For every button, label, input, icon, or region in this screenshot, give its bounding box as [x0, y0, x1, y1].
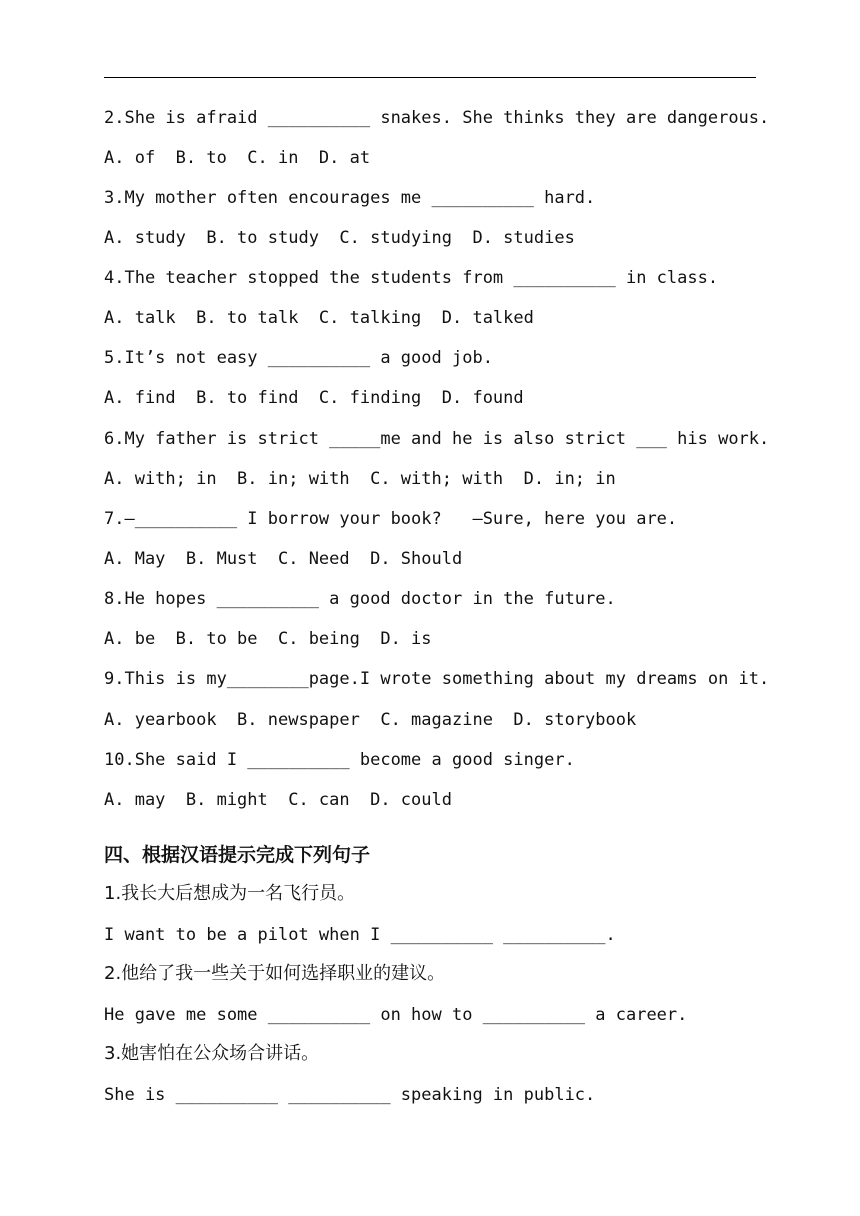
- question-stem: 5.It’s not easy __________ a good job.: [104, 348, 493, 368]
- translation-prompt: 3.她害怕在公众场合讲话。: [104, 1043, 320, 1064]
- question-options: A. May B. Must C. Need D. Should: [104, 549, 463, 569]
- question-stem: 2.She is afraid __________ snakes. She thinks they are dangerous.: [104, 108, 770, 128]
- translation-sentence: He gave me some __________ on how to __________ a career.: [104, 1005, 688, 1025]
- translation-sentence: She is __________ __________ speaking in public.: [104, 1085, 596, 1105]
- question-stem: 8.He hopes __________ a good doctor in the future.: [104, 589, 616, 609]
- question-options: A. find B. to find C. finding D. found: [104, 388, 524, 408]
- translation-sentence: I want to be a pilot when I __________ __________.: [104, 925, 616, 945]
- question-stem: 9.This is my________page.I wrote something about my dreams on it.: [104, 669, 770, 689]
- translation-prompt: 1.我长大后想成为一名飞行员。: [104, 883, 356, 904]
- question-stem: 7.—__________ I borrow your book? —Sure, here you are.: [104, 509, 678, 529]
- question-stem: 4.The teacher stopped the students from __________ in class.: [104, 268, 719, 288]
- question-stem: 3.My mother often encourages me __________ hard.: [104, 188, 596, 208]
- question-options: A. be B. to be C. being D. is: [104, 629, 432, 649]
- question-options: A. with; in B. in; with C. with; with D. in; in: [104, 469, 616, 489]
- question-stem: 6.My father is strict _____me and he is also strict ___ his work.: [104, 429, 770, 449]
- question-options: A. of B. to C. in D. at: [104, 148, 371, 168]
- header-rule: [104, 77, 756, 78]
- section-title: 四、根据汉语提示完成下列句子: [104, 844, 371, 866]
- translation-prompt: 2.他给了我一些关于如何选择职业的建议。: [104, 963, 446, 984]
- question-stem: 10.She said I __________ become a good singer.: [104, 750, 575, 770]
- question-options: A. may B. might C. can D. could: [104, 790, 452, 810]
- question-options: A. yearbook B. newspaper C. magazine D. storybook: [104, 710, 637, 730]
- question-options: A. study B. to study C. studying D. studies: [104, 228, 575, 248]
- question-options: A. talk B. to talk C. talking D. talked: [104, 308, 534, 328]
